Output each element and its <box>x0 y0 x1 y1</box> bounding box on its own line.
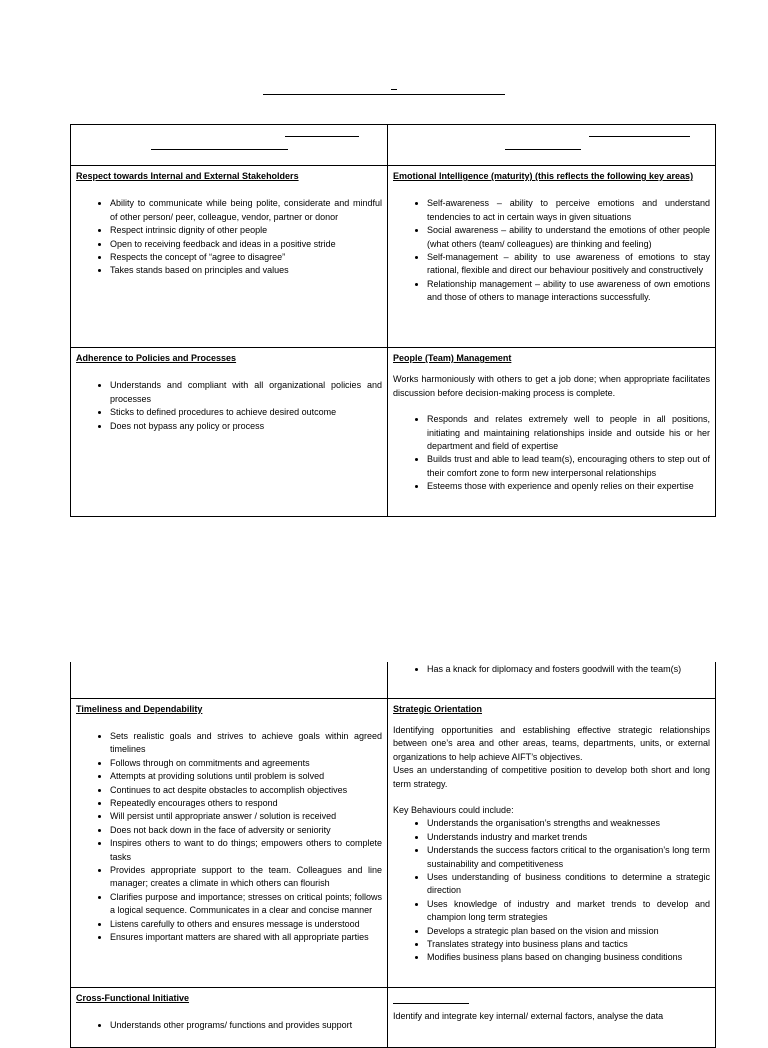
strategic-heading: Strategic Orientation <box>393 703 483 714</box>
people-list <box>393 413 710 493</box>
list-item: • Social awareness – ability to understand the emotions of other people (what others (team/ colleagues) are thinking and feeling) <box>427 224 710 251</box>
heading-blank-line <box>393 1003 469 1004</box>
blank-header-left <box>71 125 388 166</box>
emotional-list <box>393 197 710 304</box>
strategic-intro: Identifying opportunities and establishing effective strategic relationships between one’s area and other areas, teams, departments, units, or external organizations to help achieve AIFT’s objectives. <box>393 724 710 762</box>
list-item: • Self-awareness – ability to perceive emotions and understand tendencies to act in certain ways in given situations <box>427 197 710 224</box>
list-item: • Ensures important matters are shared with all appropriate parties <box>110 931 382 944</box>
key-behaviours-label: Key Behaviours could include: <box>393 804 514 815</box>
list-item: • Does not bypass any policy or process <box>110 420 382 433</box>
continuation-left <box>71 662 388 698</box>
list-item: • Understands and compliant with all organizational policies and processes <box>110 379 382 406</box>
respect-heading: Respect towards Internal and External Stakeholders <box>76 171 299 181</box>
adherence-list <box>76 379 382 433</box>
list-item: • Modifies business plans based on changing business conditions <box>427 951 710 964</box>
list-item: • Esteems those with experience and openly relies on their expertise <box>427 480 710 493</box>
list-item: • Uses understanding of business conditions to determine a strategic direction <box>427 871 710 898</box>
cross-functional-cell <box>71 987 388 1047</box>
identify-text: Identify and integrate key internal/ external factors, analyse the data <box>393 1010 664 1021</box>
cross-functional-heading: Cross-Functional Initiative <box>76 992 190 1003</box>
list-item: • Relationship management – ability to use awareness of own emotions and those of others to manage interactions successfully. <box>427 278 710 305</box>
diplomacy-list <box>393 663 710 676</box>
list-item: • Continues to act despite obstacles to accomplish objectives <box>110 784 382 797</box>
people-heading: People (Team) Management <box>393 353 512 363</box>
timeliness-heading: Timeliness and Dependability <box>76 703 203 714</box>
list-item: • Responds and relates extremely well to people in all positions, initiating and maintaining relationships inside and outside his or her department and field of expertise <box>427 413 710 453</box>
list-item: • Repeatedly encourages others to respond <box>110 797 382 810</box>
emotional-heading: Emotional Intelligence (maturity) (this reflects the following key areas) <box>393 171 694 181</box>
adherence-cell <box>71 348 388 517</box>
header-blank-line <box>505 149 581 150</box>
list-item: • Follows through on commitments and agreements <box>110 757 382 770</box>
list-item: • Inspires others to want to do things; empowers others to complete tasks <box>110 837 382 864</box>
people-cell <box>388 348 716 517</box>
list-item: • Takes stands based on principles and values <box>110 264 382 277</box>
list-item: • Clarifies purpose and importance; stresses on critical points; follows a logical sequence. Communicates in a clear and concise manner <box>110 891 382 918</box>
header-blank-line <box>589 136 690 137</box>
list-item: • Attempts at providing solutions until problem is solved <box>110 770 382 783</box>
list-item: • Provides appropriate support to the team. Colleagues and line manager; creates a climate in which others can flourish <box>110 864 382 891</box>
list-item: • Listens carefully to others and ensures message is understood <box>110 918 382 931</box>
people-intro: Works harmoniously with others to get a job done; when appropriate facilitates discussion before decision-making process is complete. <box>393 374 710 398</box>
blank-header-right <box>388 125 716 166</box>
strategic-intro-2: Uses an understanding of competitive position to develop both short and long term strategy. <box>393 765 710 789</box>
diplomacy-cell <box>388 662 716 698</box>
adherence-heading: Adherence to Policies and Processes <box>76 353 237 363</box>
header-blank-line <box>285 136 359 137</box>
list-item: • Understands the organisation’s strengths and weaknesses <box>427 817 710 830</box>
list-item: • Translates strategy into business plans and tactics <box>427 938 710 951</box>
strategic-cell <box>388 698 716 987</box>
emotional-cell <box>388 166 716 348</box>
list-item: • Understands the success factors critical to the organisation’s long term sustainability and competitiveness <box>427 844 710 871</box>
list-item: • Develops a strategic plan based on the vision and mission <box>427 925 710 938</box>
list-item: • Understands industry and market trends <box>427 831 710 844</box>
list-item: • Open to receiving feedback and ideas in a positive stride <box>110 238 382 251</box>
identify-cell <box>388 987 716 1047</box>
title-underscore <box>391 89 397 90</box>
timeliness-cell <box>71 698 388 987</box>
list-item: • Understands other programs/ functions and provides support <box>110 1019 382 1032</box>
competency-table-2 <box>70 662 716 1048</box>
list-item: • Uses knowledge of industry and market trends to develop and champion long term strategies <box>427 898 710 925</box>
title-underline <box>263 94 505 95</box>
list-item: • Has a knack for diplomacy and fosters goodwill with the team(s) <box>427 663 710 676</box>
list-item: • Sticks to defined procedures to achieve desired outcome <box>110 406 382 419</box>
header-blank-line <box>151 149 288 150</box>
timeliness-list <box>76 730 382 945</box>
list-item: • Sets realistic goals and strives to achieve goals within agreed timelines <box>110 730 382 757</box>
list-item: • Respect intrinsic dignity of other people <box>110 224 382 237</box>
respect-cell <box>71 166 388 348</box>
respect-list <box>76 197 382 277</box>
list-item: • Does not back down in the face of adversity or seniority <box>110 824 382 837</box>
list-item: • Self-management – ability to use awareness of emotions to stay rational, flexible and direct our behaviour positively and constructively <box>427 251 710 278</box>
strategic-list <box>393 817 710 964</box>
competency-table-1 <box>70 124 716 517</box>
list-item: • Will persist until appropriate answer / solution is received <box>110 810 382 823</box>
list-item: • Respects the concept of “agree to disagree” <box>110 251 382 264</box>
cross-functional-list <box>76 1019 382 1032</box>
list-item: • Ability to communicate while being polite, considerate and mindful of other person/ peer, colleague, vendor, partner or donor <box>110 197 382 224</box>
list-item: • Builds trust and able to lead team(s), encouraging others to step out of their comfort zone to form new interpersonal relationships <box>427 453 710 480</box>
